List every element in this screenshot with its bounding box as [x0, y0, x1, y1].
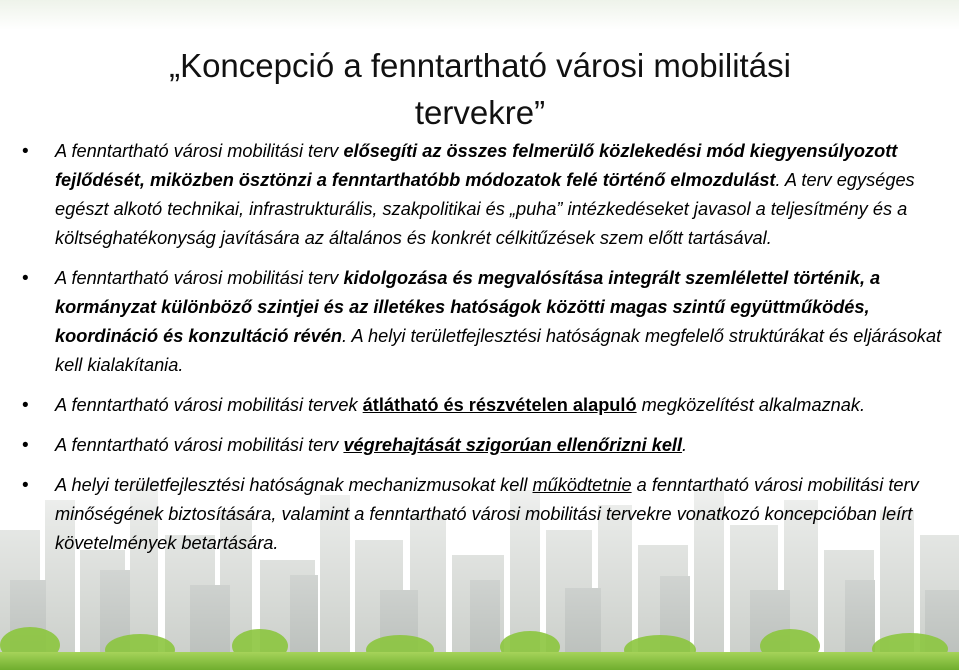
bullet-4-text-b: végrehajtását szigorúan ellenőrizni kell: [343, 435, 683, 455]
bullet-list: [20, 137, 945, 569]
slide-title: [40, 42, 920, 136]
bullet-item-2: [20, 264, 945, 380]
bullet-icon: •: [22, 435, 29, 456]
bullet-5-text-c: a fenntartható városi mobilitási terv minőségének biztosítására, valamint a fenntartható városi mobilitási tervekre vonatkozó koncepcióban leírt követelmények betartására.: [55, 475, 919, 553]
bullet-1-text-b: elősegíti az összes felmerülő közlekedési mód kiegyensúlyozott fejlődését, miközben ösztönzi a fenntarthatóbb módozatok felé történő elmozdulást: [55, 141, 898, 190]
bullet-item-4: [20, 431, 945, 460]
bullet-5-text-a: A helyi területfejlesztési hatóságnak mechanizmusokat kell: [55, 475, 533, 495]
bullet-4-text-a: A fenntartható városi mobilitási terv: [55, 435, 344, 455]
bullet-item-5: [20, 471, 945, 558]
title-line-1: „Koncepció a fenntartható városi mobilitási: [169, 47, 791, 84]
grass-strip: [0, 652, 959, 670]
bullet-icon: •: [22, 475, 29, 496]
bullet-3-text-b: átlátható és részvételen alapuló: [362, 395, 637, 415]
bullet-1-text-a: A fenntartható városi mobilitási terv: [55, 141, 344, 161]
bullet-2-text-b: kidolgozása és megvalósítása integrált szemlélettel történik, a kormányzat különböző szintjei és az illetékes hatóságok közötti magas szintű együttműködés, koordináció és konzultáció révén: [55, 268, 881, 346]
bullet-1-text-c: . A terv egységes egészt alkotó technikai, infrastrukturális, szakpolitikai és „puha” intézkedéseket javasol a teljesítmény és a költséghatékonyság javítására az általános és konkrét célkitűzések szem előtt tartásával.: [55, 170, 915, 248]
bullet-3-text-c: megközelítést alkalmaznak.: [636, 395, 866, 415]
bullet-item-3: [20, 391, 945, 420]
bullet-item-1: [20, 137, 945, 253]
bullet-icon: •: [22, 141, 29, 162]
bullet-5-text-b: működtetnie: [532, 475, 632, 495]
bullet-3-text-a: A fenntartható városi mobilitási tervek: [55, 395, 363, 415]
title-line-2: tervekre”: [414, 94, 546, 131]
top-gradient: [0, 0, 959, 30]
bullet-icon: •: [22, 268, 29, 289]
bullet-2-text-a: A fenntartható városi mobilitási terv: [55, 268, 344, 288]
bullet-4-text-c: .: [682, 435, 688, 455]
bullet-icon: •: [22, 395, 29, 416]
bullet-2-text-c: . A helyi területfejlesztési hatóságnak megfelelő struktúrákat és eljárásokat kell kialakítania.: [55, 326, 942, 375]
